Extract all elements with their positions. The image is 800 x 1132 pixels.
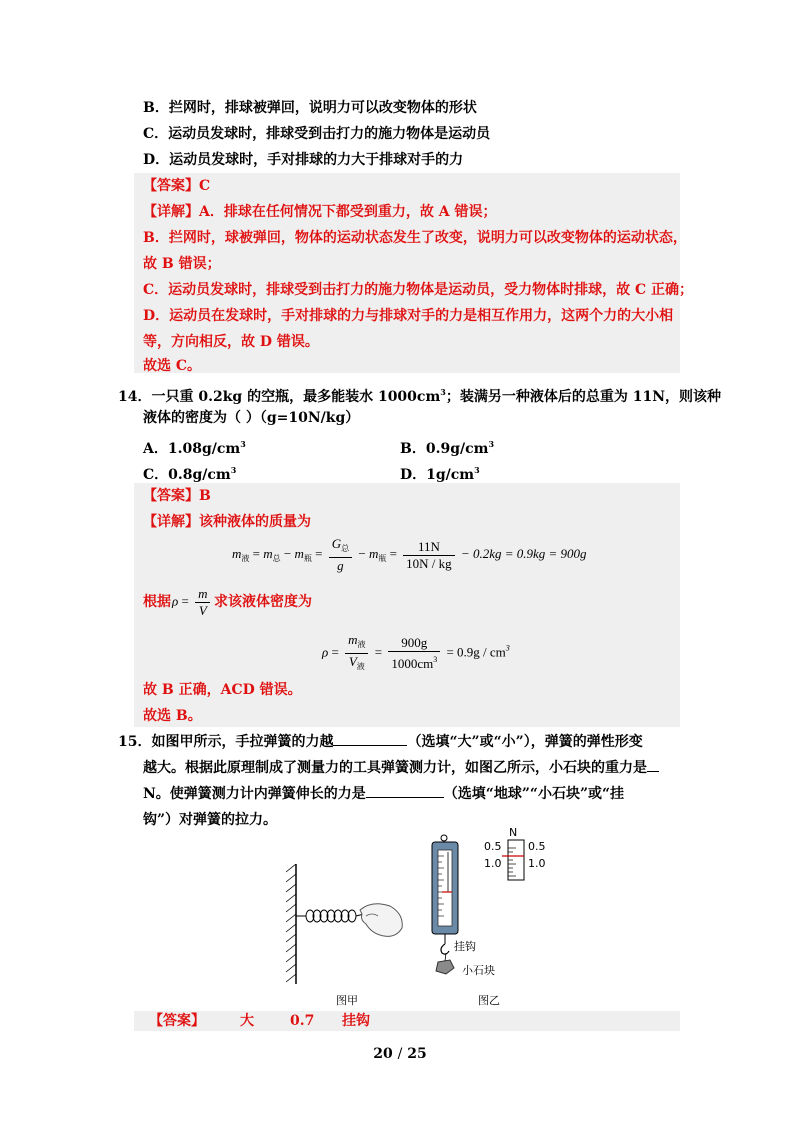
figure-jia-spring [280, 864, 410, 984]
q13-detail-d: D．运动员在发球时，手对排球的力与排球对手的力是相互作用力，这两个力的大小相 [143, 308, 674, 324]
q13-detail-d-cont: 等，方向相反，故 D 错误。 [143, 334, 319, 350]
scale-tick-05-right: 0.5 [528, 840, 546, 853]
q15-line3: N。使弹簧测力计内弹簧伸长的力是 （选填“地球”“小石块”或“挂 [143, 786, 625, 802]
q14-density-def: ρ = $\frac{m}{V}$ [172, 586, 213, 619]
q13-detail-a: 【详解】A．排球在任何情况下都受到重力，故 A 错误； [143, 204, 497, 220]
q14-density-rule: 根据 [143, 594, 171, 610]
q15-answer-2: 0.7 [290, 1013, 315, 1029]
scale-unit-label: N [509, 826, 518, 839]
scale-tick-10-left: 1.0 [484, 857, 502, 870]
q14-detail-intro: 【详解】该种液体的质量为 [143, 514, 311, 530]
q14-stem-line1: 14．一只重 0.2kg 的空瓶，最多能装水 $1000cm^3$；装满另一种液体后的总重为 11N，则该种 [118, 387, 721, 405]
q14-mass-formula: $m_液 = m_总 - m_瓶$ = $\frac{G_总}{g}$ − $m_瓶$ = $\frac{11N}{10N / kg}$ − 0.2kg = 0.9kg = 900g [232, 536, 587, 573]
q13-option-c: C．运动员发球时，排球受到击打力的施力物体是运动员 [143, 126, 491, 142]
scale-tick-05-left: 0.5 [484, 840, 502, 853]
figure-yi-label: 图乙 [478, 994, 500, 1007]
q15-answer-label: 【答案】 [149, 1013, 205, 1029]
page-number: 20 / 25 [373, 1046, 427, 1062]
q14-density-rule-text: 求该液体密度为 [214, 594, 312, 610]
q15-answer-box [134, 1011, 680, 1031]
q15-answer-3: 挂钩 [342, 1013, 370, 1029]
q15-line2: 越大。根据此原理制成了测量力的工具弹簧测力计，如图乙所示，小石块的重力是 [143, 758, 659, 778]
q13-detail-c: C．运动员发球时，排球受到击打力的施力物体是运动员，受力物体时排球，故 C 正确； [143, 282, 694, 298]
figure-yi-spring-scale [428, 832, 548, 982]
q14-stem-line2: 液体的密度为（ ）（g=10N/kg） [143, 410, 360, 426]
figure-jia-label: 图甲 [336, 994, 358, 1007]
q13-option-d: D．运动员发球时，手对排球的力大于排球对手的力 [143, 152, 464, 168]
q14-option-c: C．$0.8g/cm^3$ [143, 465, 237, 483]
q15-line4: 钩”）对弹簧的拉力。 [143, 812, 278, 828]
q13-answer: 【答案】C [143, 178, 211, 194]
q14-answer: 【答案】B [143, 488, 211, 504]
scale-tick-10-right: 1.0 [528, 857, 546, 870]
stone-label: 小石块 [462, 964, 495, 977]
q13-option-b: B．拦网时，排球被弹回，说明力可以改变物体的形状 [143, 100, 477, 116]
q14-conclusion-1: 故 B 正确，ACD 错误。 [143, 682, 302, 698]
q14-option-a: A．$1.08g/cm^3$ [143, 439, 246, 457]
q15-answer-1: 大 [240, 1013, 254, 1029]
q13-detail-b: B．拦网时，球被弹回，物体的运动状态发生了改变，说明力可以改变物体的运动状态， [143, 230, 687, 246]
q15-line1: 15．如图甲所示，手拉弹簧的力越 （选填“大”或“小”），弹簧的弹性形变 [118, 734, 643, 750]
q14-density-formula: ρ = $\frac{m_液}{V_液}$ = $\frac{900g}{1000cm^3}$ = $0.9g / cm^3$ [322, 632, 510, 671]
q13-conclusion: 故选 C。 [143, 358, 202, 374]
q14-option-b: B．$0.9g/cm^3$ [400, 439, 495, 457]
hook-label: 挂钩 [454, 940, 476, 953]
q13-detail-b-cont: 故 B 错误； [143, 256, 221, 272]
q14-option-d: D．$1g/cm^3$ [400, 465, 480, 483]
q14-conclusion-2: 故选 B。 [143, 708, 202, 724]
